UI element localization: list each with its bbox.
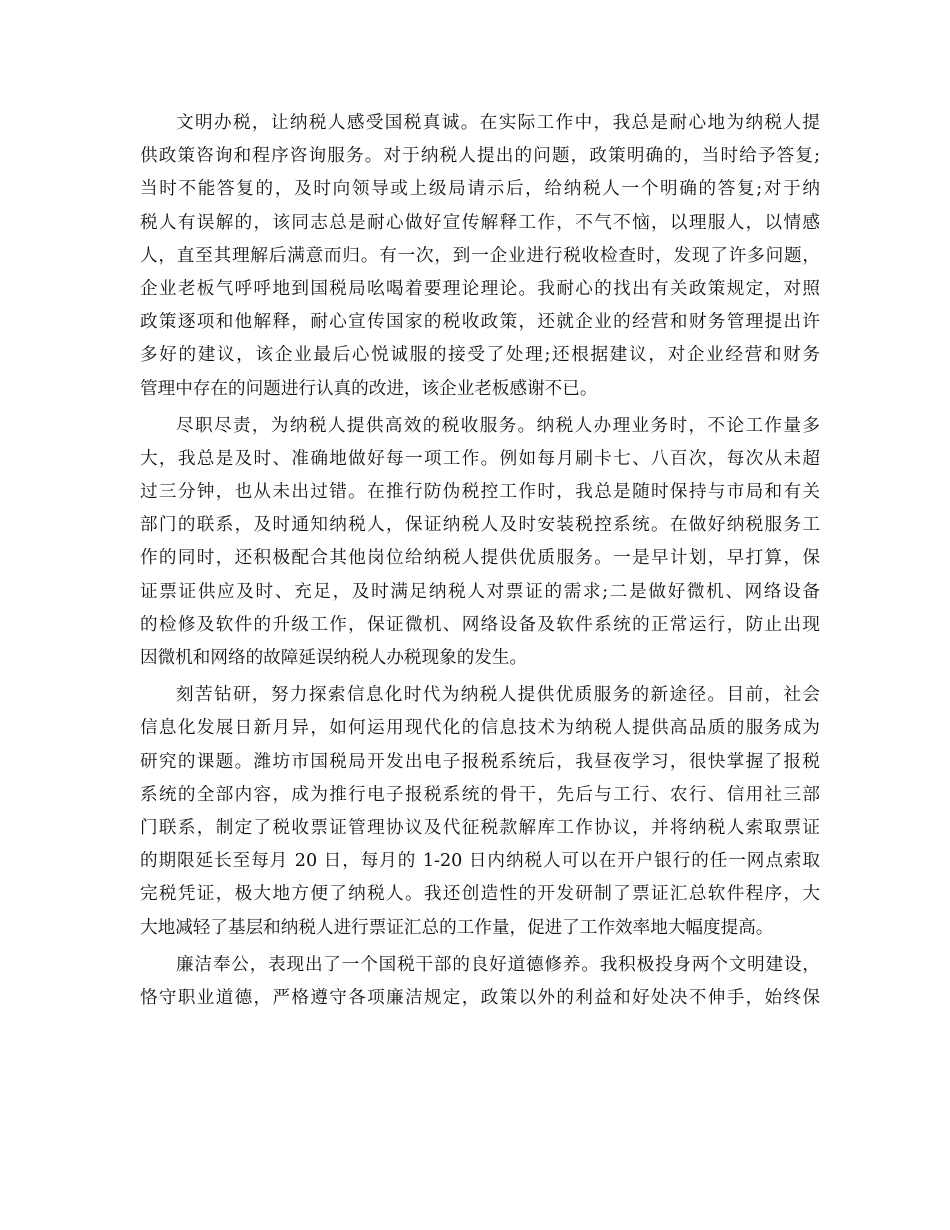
text-line: 尽职尽责，为纳税人提供高效的税收服务。纳税人办理业务时，不论工作量多	[176, 415, 820, 436]
text-line: 文明办税，让纳税人感受国税真诚。在实际工作中，我总是耐心地为纳税人提	[176, 113, 820, 133]
text-line: 廉洁奉公，表现出了一个国税干部的良好道德修养。我积极投身两个文明建设，	[176, 954, 820, 975]
text-line: 证票证供应及时、充足，及时满足纳税人对票证的需求;二是做好微机、网络设备	[140, 581, 820, 602]
paragraph-4	[140, 949, 820, 1015]
text-line: 人，直至其理解后满意而归。有一次，到一企业进行税收检查时，发现了许多问题，	[140, 245, 820, 266]
text-line: 大地减轻了基层和纳税人进行票证汇总的工作量，促进了工作效率地大幅度提高。	[140, 917, 774, 938]
text-line: 政策逐项和他解释，耐心宣传国家的税收政策，还就企业的经营和财务管理提出许	[140, 312, 820, 333]
text-line: 管理中存在的问题进行认真的改进，该企业老板感谢不已。	[140, 378, 598, 399]
text-line: 供政策咨询和程序咨询服务。对于纳税人提出的问题，政策明确的，当时给予答复;	[140, 146, 820, 167]
text-line: 门联系，制定了税收票证管理协议及代征税款解库工作协议，并将纳税人索取票证	[140, 817, 820, 838]
text-line: 的期限延长至每月 20 日，每月的 1-20 日内纳税人可以在开户银行的任一网点索取	[140, 851, 820, 872]
text-line: 因微机和网络的故障延误纳税人办税现象的发生。	[140, 648, 528, 668]
text-line: 恪守职业道德，严格遵守各项廉洁规定，政策以外的利益和好处决不伸手，始终保	[140, 987, 820, 1008]
text-line: 当时不能答复的，及时向领导或上级局请示后，给纳税人一个明确的答复;对于纳	[140, 179, 820, 200]
document-body	[140, 107, 820, 1019]
text-line: 刻苦钻研，努力探索信息化时代为纳税人提供优质服务的新途径。目前，社会	[176, 685, 820, 706]
text-line: 部门的联系，及时通知纳税人，保证纳税人及时安装税控系统。在做好纳税服务工	[140, 515, 820, 536]
paragraph-2	[140, 410, 820, 676]
text-line: 作的同时，还积极配合其他岗位给纳税人提供优质服务。一是早计划，早打算，保	[140, 548, 820, 569]
text-line: 过三分钟，也从未出过错。在推行防伪税控工作时，我总是随时保持与市局和有关	[140, 482, 820, 503]
text-line: 系统的全部内容，成为推行电子报税系统的骨干，先后与工行、农行、信用社三部	[140, 784, 820, 805]
text-line: 信息化发展日新月异，如何运用现代化的信息技术为纳税人提供高品质的服务成为	[140, 718, 820, 739]
text-line: 大，我总是及时、准确地做好每一项工作。例如每月刷卡七、八百次，每次从未超	[140, 448, 820, 469]
paragraph-3	[140, 679, 820, 945]
text-line: 完税凭证，极大地方便了纳税人。我还创造性的开发研制了票证汇总软件程序，大	[140, 884, 820, 905]
text-line: 税人有误解的，该同志总是耐心做好宣传解释工作，不气不恼，以理服人，以情感	[140, 212, 820, 233]
text-line: 多好的建议，该企业最后心悦诚服的接受了处理;还根据建议，对企业经营和财务	[140, 345, 820, 366]
text-line: 研究的课题。潍坊市国税局开发出电子报税系统后，我昼夜学习，很快掌握了报税	[140, 751, 820, 772]
text-line: 企业老板气呼呼地到国税局吆喝着要理论理论。我耐心的找出有关政策规定，对照	[140, 278, 820, 299]
text-line: 的检修及软件的升级工作，保证微机、网络设备及软件系统的正常运行，防止出现	[140, 614, 820, 635]
paragraph-1	[140, 107, 820, 406]
